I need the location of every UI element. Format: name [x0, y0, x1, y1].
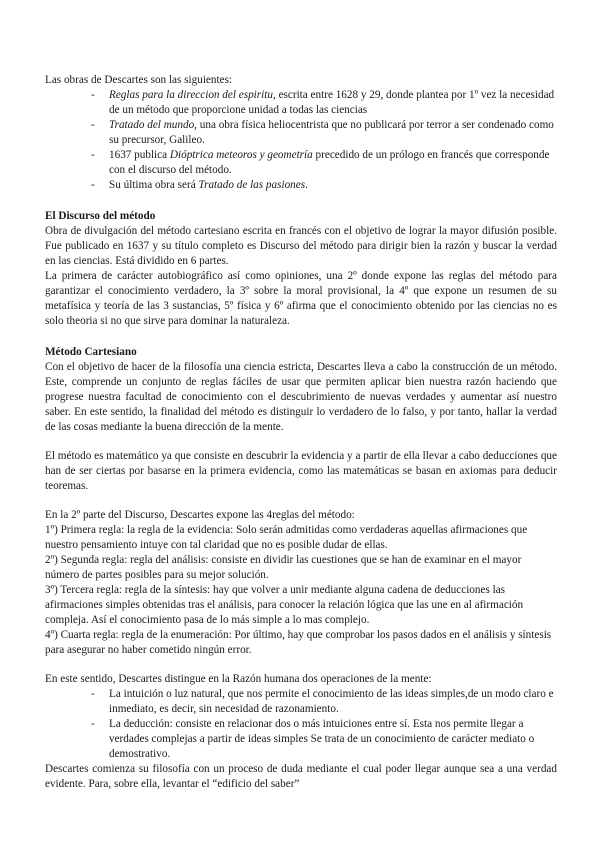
list-item: - Su última obra será Tratado de las pasiones.	[91, 179, 308, 191]
obra-title: Tratado del mundo	[109, 119, 195, 131]
op-intuicion: La intuición o luz natural, que nos permite el conocimiento de las ideas simples,de un modo claro e inmediato, es decir, sin necesidad de razonamiento.	[109, 688, 554, 715]
rule-3: 3º) Tercera regla: regla de la síntesis: hay que volver a unir mediante alguna cadena de deducciones las afirmaciones simples obtenidas tras el análisis, para conocer la relación lógica que las une en al afirmación compleja. Así el conocimiento pasa de lo más simple a lo mas complejo.	[45, 584, 524, 626]
document-page	[45, 73, 557, 792]
obra-title: Tratado de las pasiones	[198, 179, 306, 191]
metodo-paragraph-1: Con el objetivo de hacer de la filosofía una ciencia estricta, Descartes lleva a cabo la construcción de un método. Este, comprende un conjunto de reglas fáciles de usar que permiten aplicar bien nuestra razón haciendo que progrese nuestra facultad de conocimiento con el descubrimiento de nuevas verdades y aumentar así nuestro saber. En este sentido, la finalidad del método es distinguir lo verdadero de lo falso, y por tanto, hallar la verdad de las cosas mediante la buena dirección de la mente.	[45, 361, 557, 433]
obras-intro: Las obras de Descartes son las siguientes:	[45, 74, 233, 86]
obra-title: Dióptrica meteoros y geometría	[169, 149, 313, 161]
discurso-paragraph-2: La primera de carácter autobiográfico así como opiniones, una 2º donde expone las reglas del método para garantizar el conocimiento verdadero, la 3º sobre la moral provisional, la 4º que expone un resumen de su metafísica y teoría de las 3 sustancias, 5º física y 6º afirma que el conocimiento obtenido por las ciencias no es solo theoria si no que sirve para dominar la naturaleza.	[45, 270, 557, 327]
rule-1: 1º) Primera regla: la regla de la evidencia: Solo serán admitidas como verdaderas aquellas afirmaciones que nuestro pensamiento intuye con tal claridad que no es posible dudar de ellas.	[45, 524, 528, 551]
obras-list	[45, 88, 557, 193]
list-item: - 1637 publica Dióptrica meteoros y geometría precedido de un prólogo en francés que corresponde con el discurso del método.	[91, 149, 550, 176]
heading-metodo: Método Cartesiano	[45, 346, 137, 358]
list-item: - La deducción: consiste en relacionar dos o más intuiciones entre sí. Esta nos permite llegar a verdades complejas a partir de ideas simples Se trata de un conocimiento de carácter mediato o demostrativo.	[109, 717, 557, 762]
heading-discurso: El Discurso del método	[45, 210, 156, 222]
ops-intro: En este sentido, Descartes distingue en la Razón humana dos operaciones de la mente:	[45, 673, 432, 685]
rule-4: 4º) Cuarta regla: regla de la enumeración: Por último, hay que comprobar los pasos dados en el análisis y síntesis para asegurar no haber cometido ningún error.	[45, 629, 552, 656]
rules-intro: En la 2º parte del Discurso, Descartes expone las 4reglas del método:	[45, 509, 355, 521]
metodo-paragraph-2: El método es matemático ya que consiste en descubrir la evidencia y a partir de ella llevar a cabo deducciones que han de ser ciertas por basarse en la primera evidencia, como las matemáticas se basan en axiomas para deducir teoremas.	[45, 450, 557, 492]
discurso-paragraph-1: Obra de divulgación del método cartesiano escrita en francés con el objetivo de lograr la mayor difusión posible. Fue publicado en 1637 y su título completo es Discurso del método para dirigir bien la razón y buscar la verdad en las ciencias. Está dividido en 6 partes.	[45, 225, 557, 267]
ops-list	[45, 687, 557, 762]
op-deduccion: La deducción: consiste en relacionar dos o más intuiciones entre sí. Esta nos permite llegar a verdades complejas a partir de ideas simples Se trata de un conocimiento de carácter mediato o demostrativo.	[109, 718, 535, 760]
list-item: - Reglas para la direccion del espiritu, escrita entre 1628 y 29, donde plantea por 1º vez la necesidad de un método que proporcione unidad a todas las ciencias	[91, 89, 555, 116]
closing-paragraph: Descartes comienza su filosofía con un proceso de duda mediante el cual poder llegar aunque sea a una verdad evidente. Para, sobre ella, levantar el “edificio del saber”	[45, 763, 557, 790]
obra-title: Reglas para la direccion del espiritu	[109, 89, 273, 101]
list-item: - La intuición o luz natural, que nos permite el conocimiento de las ideas simples,de un modo claro e inmediato, es decir, sin necesidad de razonamiento.	[109, 687, 557, 717]
rules-block	[45, 508, 557, 658]
list-item: - Tratado del mundo, una obra física heliocentrista que no publicará por terror a ser condenado como su precursor, Galileo.	[91, 119, 554, 146]
rule-2: 2º) Segunda regla: regla del análisis: consiste en dividir las cuestiones que se han de examinar en el mayor número de partes posibles para su mejor solución.	[45, 554, 522, 581]
